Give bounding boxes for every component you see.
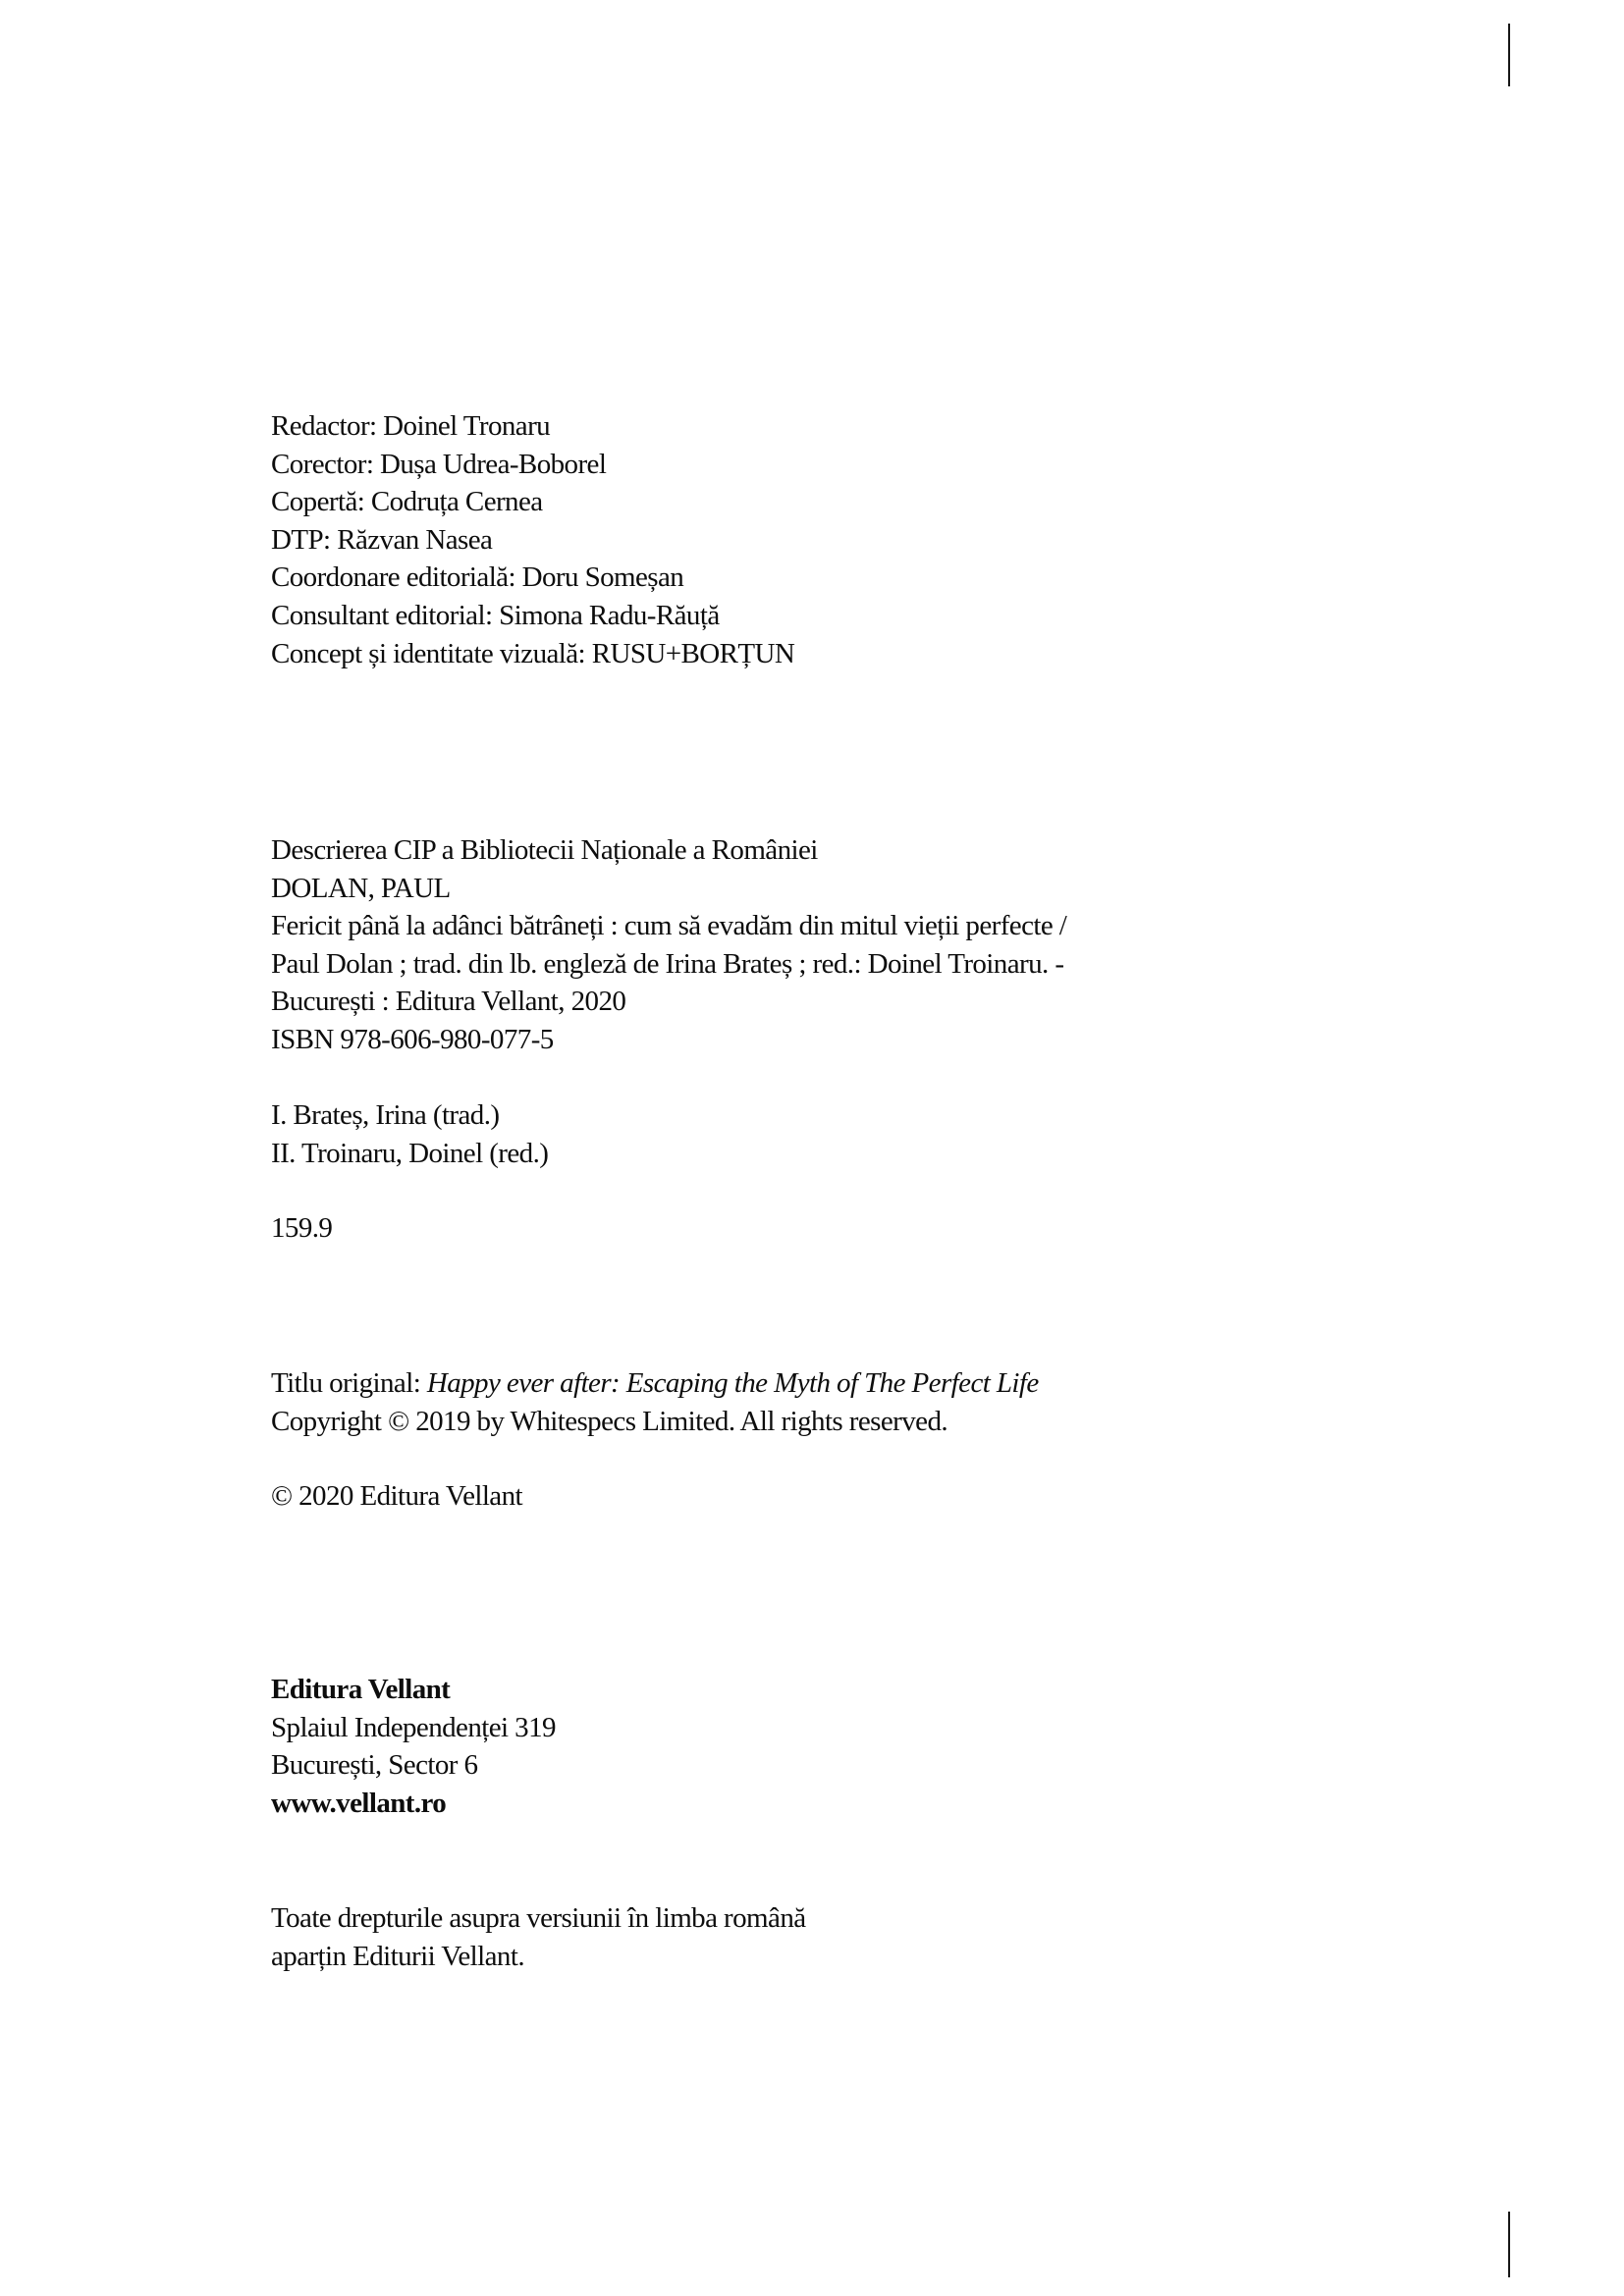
credit-line-dtp: DTP: Răzvan Nasea <box>271 523 493 556</box>
credit-line-redactor: Redactor: Doinel Tronaru <box>271 410 551 442</box>
original-title-text: Happy ever after: Escaping the Myth of The Perfect Life <box>426 1367 1039 1399</box>
credit-line-concept: Concept și identitate vizuală: RUSU+BORȚUN <box>271 637 795 669</box>
publisher-website: www.vellant.ro <box>271 1787 447 1819</box>
credit-line-consultant: Consultant editorial: Simona Radu-Răuță <box>271 599 720 631</box>
credit-line-coperta: Copertă: Codruța Cernea <box>271 486 543 518</box>
cip-isbn: ISBN 978-606-980-077-5 <box>271 1023 554 1055</box>
credit-line-corector: Corector: Dușa Udrea-Boborel <box>271 448 607 480</box>
publisher-address-street: Splaiul Independenței 319 <box>271 1711 556 1743</box>
credits-block <box>271 407 794 672</box>
contributor-editor: II. Troinaru, Doinel (red.) <box>271 1137 549 1169</box>
original-title-line <box>271 1364 1039 1403</box>
publisher-block <box>271 1671 556 1822</box>
cip-title-line-2: Paul Dolan ; trad. din lb. engleză de Irina Brateș ; red.: Doinel Troinaru. - <box>271 947 1064 980</box>
original-title-label: Titlu original: <box>271 1367 427 1399</box>
publisher-name: Editura Vellant <box>271 1674 451 1705</box>
crop-mark-top-right <box>1508 24 1510 86</box>
contributor-translator: I. Brateș, Irina (trad.) <box>271 1099 500 1131</box>
contributors-block <box>271 1096 548 1172</box>
cip-title-line-1: Fericit până la adânci bătrâneți : cum să evadăm din mitul vieții perfecte / <box>271 910 1067 942</box>
romanian-copyright-line: © 2020 Editura Vellant <box>271 1480 523 1512</box>
cip-block <box>271 831 1066 1059</box>
cip-publisher-line: București : Editura Vellant, 2020 <box>271 986 626 1018</box>
rights-notice-line-1: Toate drepturile asupra versiunii în limba română <box>271 1902 806 1934</box>
cip-author: DOLAN, PAUL <box>271 872 451 904</box>
crop-mark-bottom-right <box>1508 2212 1510 2277</box>
rights-notice-line-2: aparțin Editurii Vellant. <box>271 1940 524 1972</box>
credit-line-coordonare: Coordonare editorială: Doru Someșan <box>271 561 684 594</box>
original-title-block <box>271 1364 1039 1440</box>
classification-number: 159.9 <box>271 1212 333 1244</box>
rights-notice-block <box>271 1899 806 1975</box>
original-copyright-line: Copyright © 2019 by Whitespecs Limited. All rights reserved. <box>271 1405 948 1437</box>
cip-heading: Descrierea CIP a Bibliotecii Naționale a României <box>271 834 818 866</box>
publisher-address-city: București, Sector 6 <box>271 1749 478 1782</box>
